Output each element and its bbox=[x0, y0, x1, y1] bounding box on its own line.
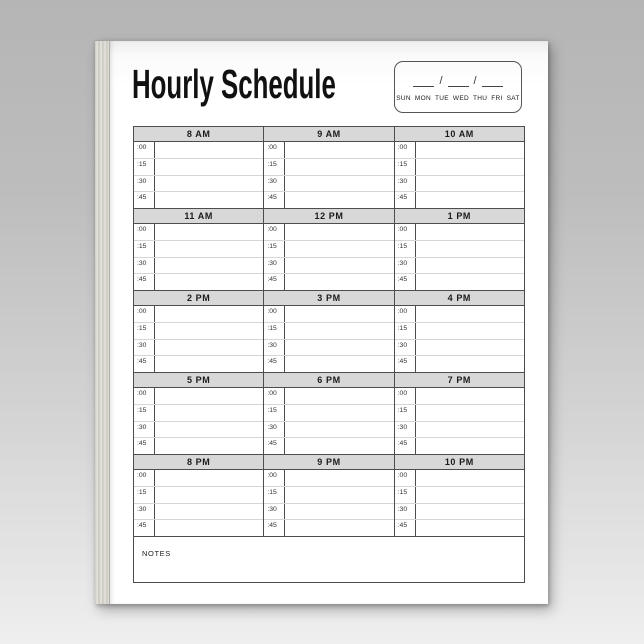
minute-label: :15 bbox=[395, 487, 416, 503]
hour-block bbox=[394, 291, 524, 372]
minute-cell bbox=[155, 258, 263, 274]
minute-label: :00 bbox=[134, 142, 155, 158]
minute-label: :00 bbox=[395, 142, 416, 158]
minute-row bbox=[134, 405, 263, 422]
minute-row bbox=[264, 487, 393, 504]
minute-cell bbox=[155, 241, 263, 257]
minute-label: :30 bbox=[264, 504, 285, 520]
minute-cell bbox=[416, 176, 524, 192]
hour-header: 2 PM bbox=[134, 291, 263, 306]
minute-cell bbox=[285, 258, 393, 274]
day-label: MON bbox=[414, 95, 431, 102]
minute-label: :00 bbox=[395, 306, 416, 322]
minute-cell bbox=[416, 306, 524, 322]
minute-label: :30 bbox=[264, 422, 285, 438]
day-label: THU bbox=[472, 95, 488, 102]
minute-label: :45 bbox=[395, 274, 416, 290]
minute-row bbox=[264, 470, 393, 487]
minute-cell bbox=[285, 388, 393, 404]
minute-label: :45 bbox=[264, 274, 285, 290]
minute-label: :15 bbox=[134, 323, 155, 339]
minute-cell bbox=[155, 356, 263, 372]
hour-block bbox=[134, 291, 263, 372]
minute-row bbox=[134, 520, 263, 536]
minute-label: :00 bbox=[264, 388, 285, 404]
minute-cell bbox=[416, 258, 524, 274]
minute-row bbox=[134, 504, 263, 521]
notes-box bbox=[134, 537, 524, 582]
minute-label: :00 bbox=[264, 306, 285, 322]
minute-label: :15 bbox=[134, 405, 155, 421]
hour-header: 5 PM bbox=[134, 373, 263, 388]
schedule-grid bbox=[133, 126, 525, 583]
hour-header: 4 PM bbox=[395, 291, 524, 306]
minute-row bbox=[264, 520, 393, 536]
minute-row bbox=[264, 340, 393, 357]
hour-header: 10 AM bbox=[395, 127, 524, 142]
hour-block bbox=[394, 127, 524, 208]
minute-cell bbox=[155, 224, 263, 240]
schedule-section bbox=[134, 373, 524, 455]
minute-label: :30 bbox=[264, 340, 285, 356]
minute-label: :15 bbox=[395, 405, 416, 421]
minute-cell bbox=[416, 388, 524, 404]
minute-row bbox=[134, 224, 263, 241]
minute-label: :30 bbox=[134, 504, 155, 520]
minute-label: :15 bbox=[134, 241, 155, 257]
minute-row bbox=[395, 487, 524, 504]
minute-row bbox=[134, 192, 263, 208]
minute-label: :15 bbox=[264, 323, 285, 339]
schedule-section bbox=[134, 209, 524, 291]
date-box bbox=[394, 61, 522, 113]
hour-block bbox=[134, 209, 263, 290]
hour-block bbox=[134, 455, 263, 536]
minute-row bbox=[264, 192, 393, 208]
minute-cell bbox=[285, 422, 393, 438]
minute-label: :45 bbox=[395, 356, 416, 372]
minute-cell bbox=[285, 176, 393, 192]
minute-row bbox=[134, 176, 263, 193]
minute-cell bbox=[155, 470, 263, 486]
minute-row bbox=[395, 340, 524, 357]
page-stack-edge bbox=[95, 41, 110, 604]
minute-cell bbox=[416, 224, 524, 240]
minute-cell bbox=[155, 142, 263, 158]
minute-label: :15 bbox=[264, 159, 285, 175]
minute-row bbox=[264, 241, 393, 258]
minute-row bbox=[134, 340, 263, 357]
page-title: Hourly Schedule bbox=[132, 61, 336, 107]
minute-cell bbox=[155, 340, 263, 356]
schedule-section bbox=[134, 291, 524, 373]
minute-cell bbox=[155, 438, 263, 454]
hour-header: 9 AM bbox=[264, 127, 393, 142]
hour-header: 10 PM bbox=[395, 455, 524, 470]
minute-cell bbox=[416, 504, 524, 520]
minute-row bbox=[134, 159, 263, 176]
minute-label: :45 bbox=[134, 274, 155, 290]
days-row bbox=[395, 95, 521, 102]
minute-row bbox=[395, 306, 524, 323]
minute-cell bbox=[416, 159, 524, 175]
minute-label: :30 bbox=[134, 340, 155, 356]
minute-row bbox=[395, 520, 524, 536]
minute-cell bbox=[285, 274, 393, 290]
minute-cell bbox=[155, 176, 263, 192]
minute-label: :30 bbox=[134, 258, 155, 274]
minute-label: :45 bbox=[395, 438, 416, 454]
minute-row bbox=[264, 274, 393, 290]
minute-cell bbox=[285, 192, 393, 208]
hour-header: 9 PM bbox=[264, 455, 393, 470]
hour-block bbox=[263, 291, 393, 372]
minute-row bbox=[134, 274, 263, 290]
minute-cell bbox=[155, 274, 263, 290]
minute-cell bbox=[285, 504, 393, 520]
minute-row bbox=[264, 388, 393, 405]
minute-row bbox=[134, 388, 263, 405]
date-slash: / bbox=[439, 74, 443, 87]
minute-label: :45 bbox=[264, 438, 285, 454]
minute-cell bbox=[416, 241, 524, 257]
minute-label: :00 bbox=[134, 306, 155, 322]
minute-label: :15 bbox=[134, 159, 155, 175]
minute-row bbox=[395, 422, 524, 439]
minute-label: :45 bbox=[395, 520, 416, 536]
minute-cell bbox=[155, 520, 263, 536]
date-blanks-row bbox=[395, 74, 521, 87]
minute-cell bbox=[285, 224, 393, 240]
hour-header: 8 AM bbox=[134, 127, 263, 142]
minute-label: :30 bbox=[134, 176, 155, 192]
minute-label: :00 bbox=[134, 470, 155, 486]
minute-cell bbox=[285, 487, 393, 503]
hour-block bbox=[263, 127, 393, 208]
minute-row bbox=[395, 176, 524, 193]
minute-cell bbox=[155, 405, 263, 421]
minute-row bbox=[395, 274, 524, 290]
minute-label: :15 bbox=[395, 159, 416, 175]
minute-cell bbox=[285, 323, 393, 339]
minute-cell bbox=[416, 142, 524, 158]
hour-header: 3 PM bbox=[264, 291, 393, 306]
minute-label: :30 bbox=[264, 258, 285, 274]
minute-row bbox=[264, 356, 393, 372]
minute-cell bbox=[155, 159, 263, 175]
minute-cell bbox=[155, 422, 263, 438]
minute-cell bbox=[155, 192, 263, 208]
minute-cell bbox=[416, 438, 524, 454]
minute-row bbox=[134, 306, 263, 323]
hour-header: 11 AM bbox=[134, 209, 263, 224]
hour-block bbox=[394, 209, 524, 290]
minute-row bbox=[395, 258, 524, 275]
hour-header: 1 PM bbox=[395, 209, 524, 224]
minute-label: :00 bbox=[395, 224, 416, 240]
minute-row bbox=[264, 142, 393, 159]
minute-cell bbox=[416, 323, 524, 339]
minute-cell bbox=[416, 274, 524, 290]
minute-row bbox=[395, 438, 524, 454]
hour-block bbox=[134, 373, 263, 454]
minute-row bbox=[134, 356, 263, 372]
minute-row bbox=[134, 422, 263, 439]
minute-label: :45 bbox=[134, 438, 155, 454]
minute-row bbox=[395, 192, 524, 208]
minute-row bbox=[395, 388, 524, 405]
hour-block bbox=[263, 209, 393, 290]
minute-cell bbox=[285, 405, 393, 421]
minute-label: :15 bbox=[395, 241, 416, 257]
minute-label: :00 bbox=[264, 142, 285, 158]
hour-block bbox=[134, 127, 263, 208]
minute-row bbox=[395, 356, 524, 372]
minute-label: :30 bbox=[264, 176, 285, 192]
minute-label: :30 bbox=[395, 176, 416, 192]
minute-cell bbox=[285, 142, 393, 158]
minute-row bbox=[264, 422, 393, 439]
minute-cell bbox=[155, 504, 263, 520]
minute-cell bbox=[155, 487, 263, 503]
schedule-section bbox=[134, 455, 524, 537]
minute-cell bbox=[416, 422, 524, 438]
minute-cell bbox=[285, 356, 393, 372]
minute-cell bbox=[416, 340, 524, 356]
minute-row bbox=[134, 487, 263, 504]
day-label: SUN bbox=[396, 95, 411, 102]
minute-label: :00 bbox=[264, 224, 285, 240]
minute-row bbox=[134, 142, 263, 159]
hour-block bbox=[263, 455, 393, 536]
minute-row bbox=[264, 438, 393, 454]
minute-cell bbox=[416, 520, 524, 536]
date-slash: / bbox=[473, 74, 477, 87]
hour-block bbox=[394, 373, 524, 454]
minute-row bbox=[395, 470, 524, 487]
hour-block bbox=[394, 455, 524, 536]
minute-label: :00 bbox=[395, 388, 416, 404]
minute-cell bbox=[416, 192, 524, 208]
minute-cell bbox=[285, 241, 393, 257]
minute-label: :45 bbox=[264, 192, 285, 208]
minute-row bbox=[134, 241, 263, 258]
minute-row bbox=[264, 405, 393, 422]
minute-row bbox=[395, 159, 524, 176]
minute-row bbox=[134, 323, 263, 340]
minute-row bbox=[395, 323, 524, 340]
paper-sheet bbox=[95, 40, 548, 604]
minute-row bbox=[395, 405, 524, 422]
minute-label: :30 bbox=[395, 504, 416, 520]
minute-label: :15 bbox=[264, 241, 285, 257]
minute-cell bbox=[155, 323, 263, 339]
hour-header: 12 PM bbox=[264, 209, 393, 224]
notes-label: NOTES bbox=[142, 549, 171, 558]
minute-cell bbox=[285, 470, 393, 486]
date-blank bbox=[448, 73, 469, 87]
minute-row bbox=[134, 258, 263, 275]
day-label: SAT bbox=[506, 95, 520, 102]
schedule-section bbox=[134, 127, 524, 209]
minute-row bbox=[264, 159, 393, 176]
minute-cell bbox=[155, 388, 263, 404]
minute-label: :15 bbox=[395, 323, 416, 339]
minute-label: :15 bbox=[134, 487, 155, 503]
minute-cell bbox=[285, 438, 393, 454]
minute-label: :30 bbox=[395, 422, 416, 438]
minute-row bbox=[264, 306, 393, 323]
hour-header: 6 PM bbox=[264, 373, 393, 388]
minute-row bbox=[264, 176, 393, 193]
minute-label: :45 bbox=[134, 192, 155, 208]
minute-row bbox=[264, 224, 393, 241]
minute-label: :15 bbox=[264, 487, 285, 503]
minute-label: :00 bbox=[134, 224, 155, 240]
minute-cell bbox=[285, 306, 393, 322]
hour-block bbox=[263, 373, 393, 454]
minute-label: :30 bbox=[395, 340, 416, 356]
minute-cell bbox=[416, 487, 524, 503]
minute-cell bbox=[416, 356, 524, 372]
minute-row bbox=[134, 470, 263, 487]
minute-cell bbox=[285, 159, 393, 175]
minute-label: :45 bbox=[264, 520, 285, 536]
day-label: TUE bbox=[435, 95, 449, 102]
minute-label: :45 bbox=[395, 192, 416, 208]
minute-row bbox=[395, 504, 524, 521]
minute-label: :00 bbox=[134, 388, 155, 404]
day-label: FRI bbox=[491, 95, 503, 102]
hour-header: 7 PM bbox=[395, 373, 524, 388]
day-label: WED bbox=[452, 95, 469, 102]
date-blank bbox=[482, 73, 503, 87]
minute-label: :45 bbox=[134, 356, 155, 372]
minute-row bbox=[264, 323, 393, 340]
minute-label: :45 bbox=[134, 520, 155, 536]
minute-row bbox=[395, 142, 524, 159]
minute-cell bbox=[285, 520, 393, 536]
minute-cell bbox=[155, 306, 263, 322]
minute-label: :00 bbox=[395, 470, 416, 486]
minute-row bbox=[264, 258, 393, 275]
minute-label: :30 bbox=[134, 422, 155, 438]
date-blank bbox=[413, 73, 434, 87]
minute-row bbox=[264, 504, 393, 521]
minute-cell bbox=[285, 340, 393, 356]
minute-label: :15 bbox=[264, 405, 285, 421]
minute-label: :45 bbox=[264, 356, 285, 372]
minute-cell bbox=[416, 405, 524, 421]
minute-label: :00 bbox=[264, 470, 285, 486]
hour-header: 8 PM bbox=[134, 455, 263, 470]
minute-row bbox=[395, 224, 524, 241]
minute-cell bbox=[416, 470, 524, 486]
minute-row bbox=[134, 438, 263, 454]
minute-row bbox=[395, 241, 524, 258]
minute-label: :30 bbox=[395, 258, 416, 274]
